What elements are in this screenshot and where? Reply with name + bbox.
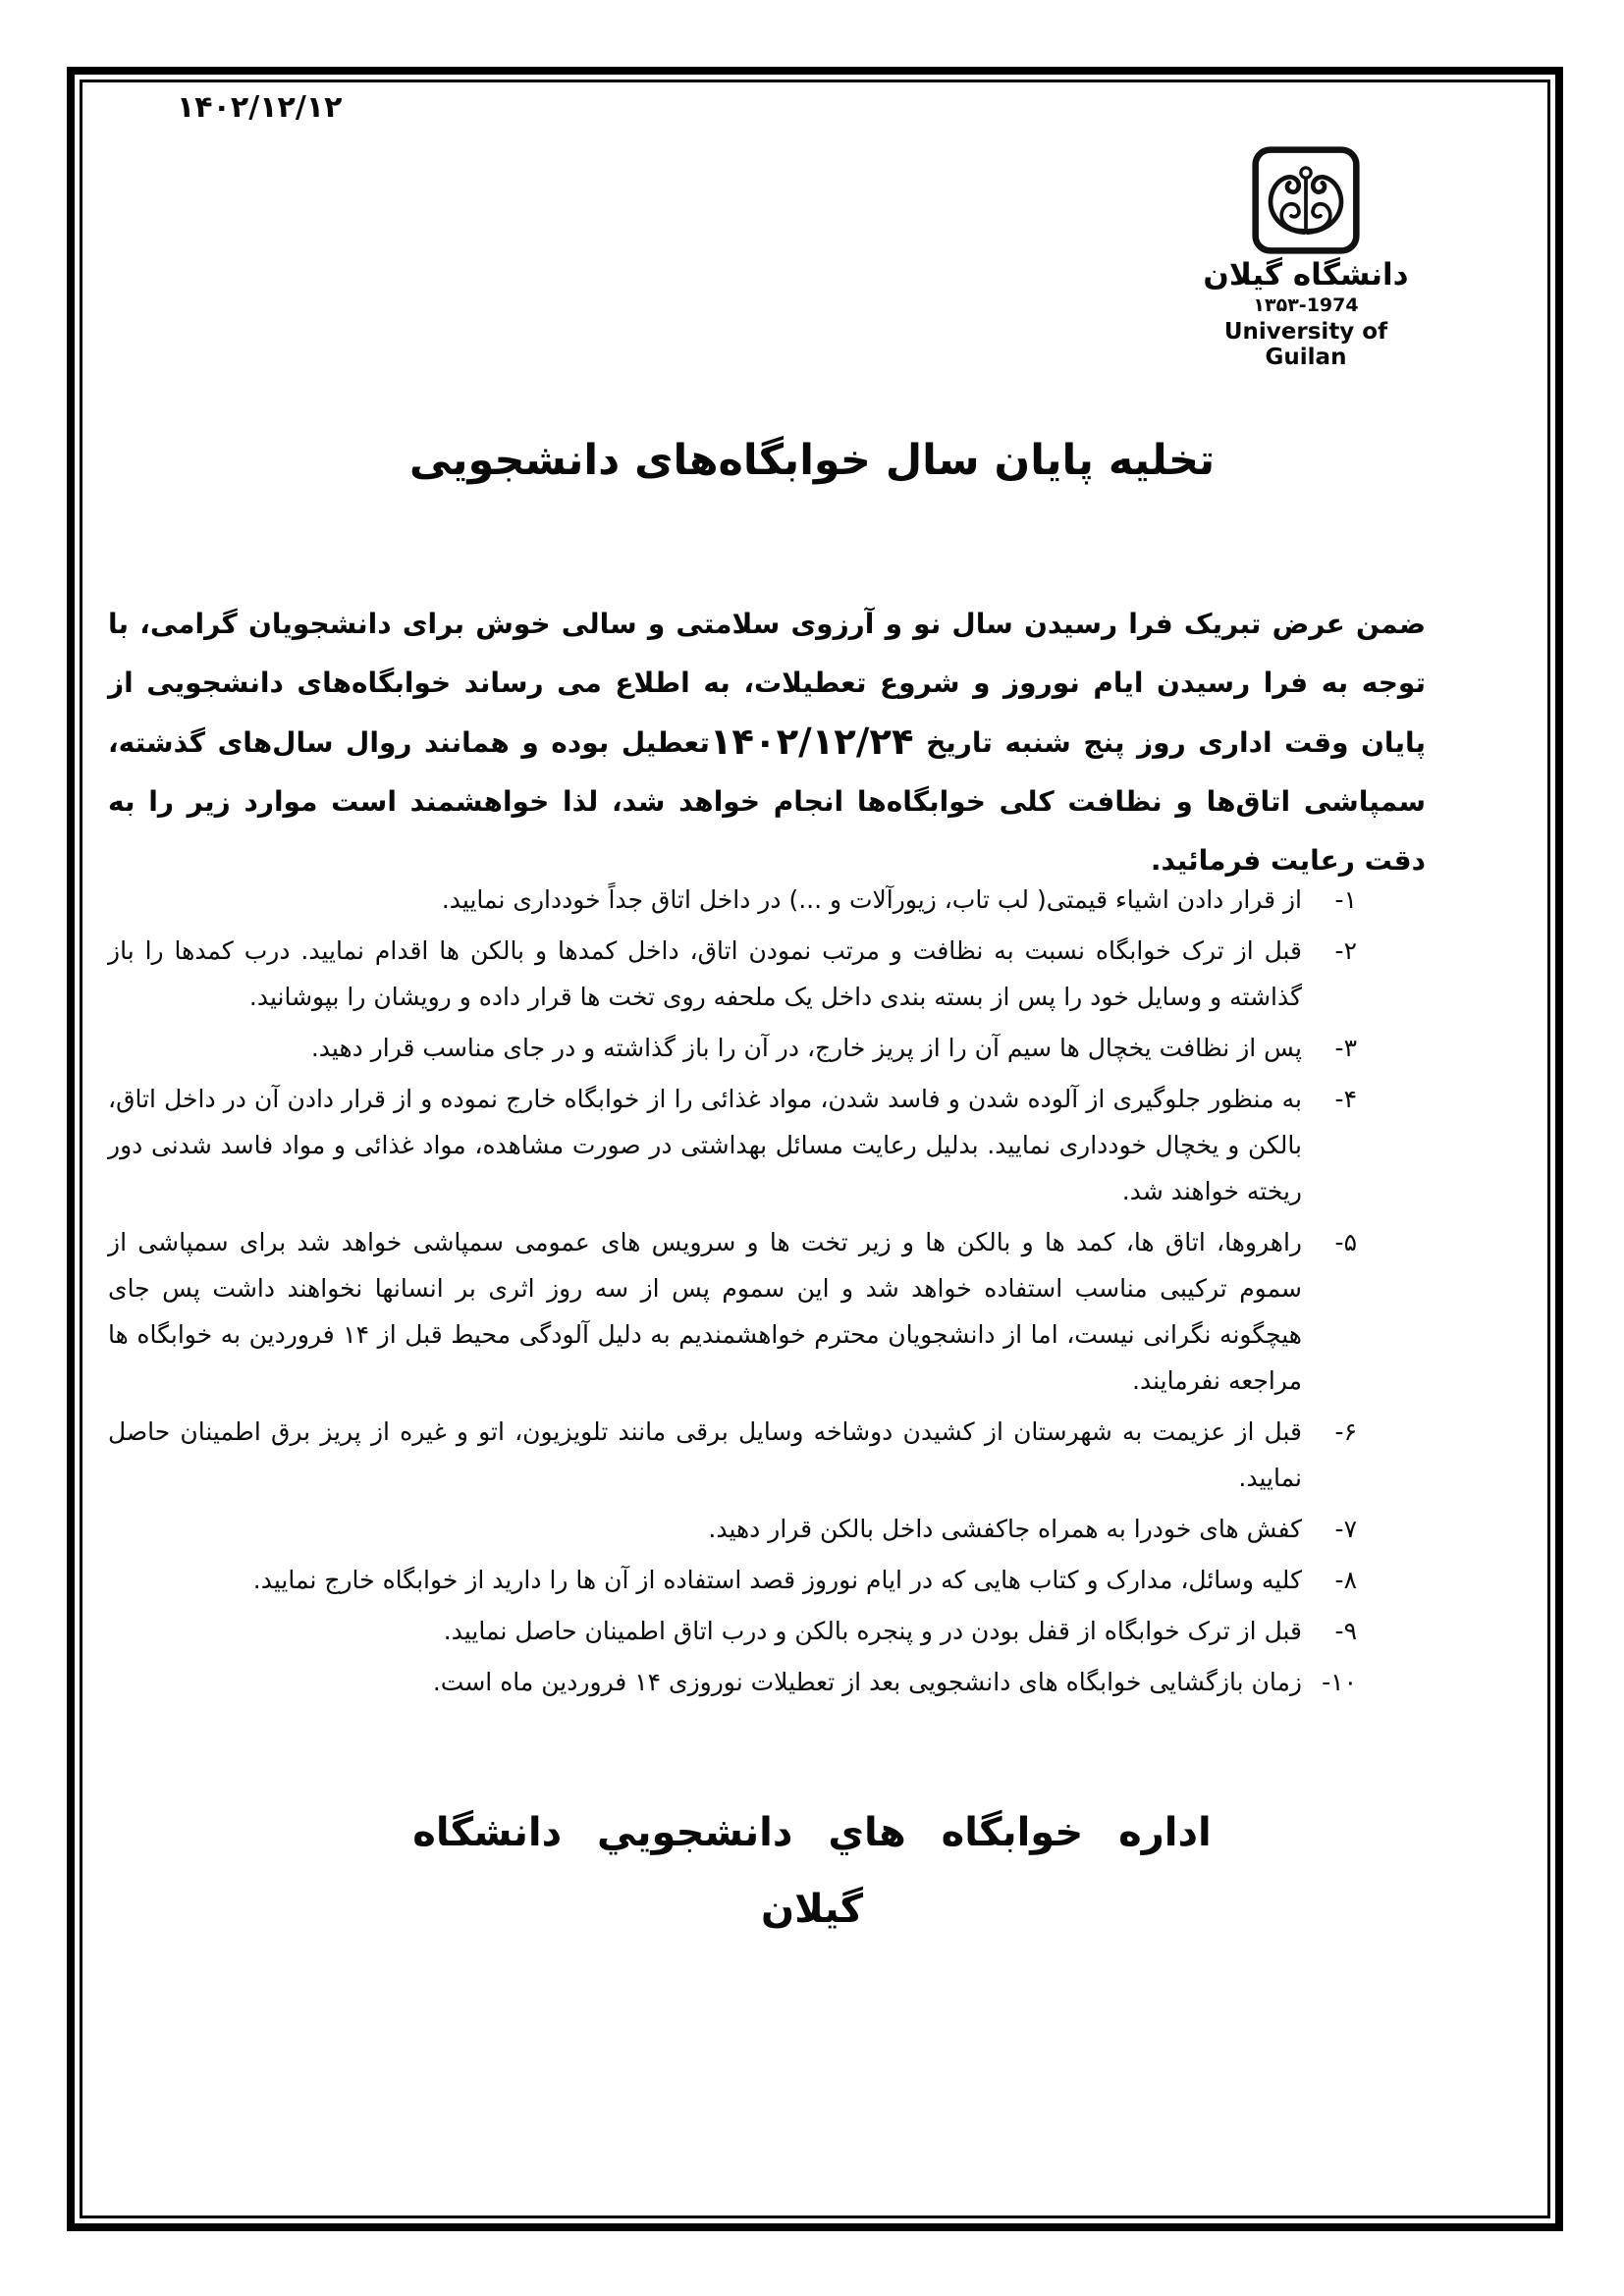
list-item-8	[108, 1557, 1357, 1603]
list-item-text: راهروها، اتاق ها، کمد ها و بالکن ها و زیر تخت ها و سرویس های عمومی سمپاشی خواهد شد برای سمپاشی از سموم ترکیبی مناسب استفاده خواهد شد و این سموم پس از سه روز اثری بر انسانها نخواهند داشت پس جای هیچگونه نگرانی نیست، اما از دانشجویان محترم خواهشمندیم به دلیل آلودگی محیط قبل از ۱۴ فروردین به خوابگاه ها مراجعه نفرمایند.	[108, 1228, 1302, 1395]
list-item-text: قبل از ترک خوابگاه از قفل بودن در و پنجره بالکن و درب اتاق اطمینان حاصل نمایید.	[443, 1617, 1302, 1645]
list-item-6	[108, 1409, 1357, 1501]
intro-paragraph	[108, 595, 1426, 890]
list-item-number: ۸-	[1334, 1566, 1357, 1594]
logo-name-english: University of Guilan	[1223, 319, 1388, 370]
letter-date: ۱۴۰۲/۱۲/۱۲	[177, 90, 343, 125]
list-item-4	[108, 1076, 1357, 1214]
university-logo-block	[1183, 145, 1429, 370]
list-item-number: ۲-	[1334, 936, 1357, 965]
document-title: تخلیه پایان سال خوابگاه‌های دانشجویی	[408, 436, 1216, 485]
list-item-10	[108, 1659, 1357, 1705]
instructions-list	[108, 877, 1357, 1710]
list-item-text: به منظور جلوگیری از آلوده شدن و فاسد شدن، مواد غذائی را از خوابگاه خارج نموده و از قرار دادن آن در داخل اتاق، بالکن و یخچال خودداری نمایید. بدلیل رعایت مسائل بهداشتی در صورت مشاهده، مواد غذائی و مواد فاسد شدنی دور ریخته خواهند شد.	[108, 1085, 1302, 1205]
list-item-text: کفش های خودرا به همراه جاکفشی داخل بالکن قرار دهید.	[708, 1515, 1302, 1543]
intro-text-part2: تعطیل بوده و همانند روال سال‌های گذشته، سمپاشی اتاق‌ها و نظافت کلی خوابگاه‌ها انجام خواهد شد، لذا خواهشمند است موارد زیر را به دقت رعایت فرمائید.	[108, 726, 1426, 877]
list-item-text: قبل از ترک خوابگاه نسبت به نظافت و مرتب نمودن اتاق، داخل کمدها و بالکن ها اقدام نمایید. درب کمدها را باز گذاشته و وسایل خود را پس از بسته بندی داخل یک ملحفه روی تخت ها قرار داده و رویشان را بپوشانید.	[108, 936, 1302, 1011]
list-item-number: ۱-	[1334, 885, 1357, 914]
list-item-number: ۴-	[1334, 1085, 1357, 1113]
list-item-7	[108, 1506, 1357, 1552]
logo-name-farsi: دانشگاه گیلان	[1203, 257, 1409, 293]
university-logo-icon	[1251, 145, 1361, 255]
signature-line2: گيلان	[760, 1887, 864, 1932]
list-item-number: ۵-	[1334, 1228, 1357, 1256]
intro-text-part1: ضمن عرض تبریک فرا رسیدن سال نو و آرزوی سلامتی و سالی خوش برای دانشجویان گرامی، با توجه به فرا رسیدن ایام نوروز و شروع تعطیلات، به اطلاع می رساند خوابگاه‌های دانشجویی از پایان وقت اداری روز پنج شنبه تاریخ	[108, 608, 1426, 759]
list-item-text: پس از نظافت یخچال ها سیم آن را از پریز خارج، در آن را باز گذاشته و در جای مناسب قرار دهید.	[310, 1034, 1302, 1062]
signature-block	[0, 1794, 1624, 1948]
dorm-closure-date: ۱۴۰۲/۱۲/۲۴	[709, 721, 914, 763]
list-item-number: ۷-	[1334, 1515, 1357, 1543]
list-item-text: از قرار دادن اشیاء قیمتی( لب تاب، زیورآلات و ...) در داخل اتاق جداً خودداری نمایید.	[441, 885, 1302, 914]
list-item-5	[108, 1219, 1357, 1404]
signature-line1: اداره خوابگاه هاي دانشجويي دانشگاه	[412, 1810, 1212, 1855]
list-item-text: قبل از عزیمت به شهرستان از کشیدن دوشاخه وسایل برقی مانند تلویزیون، اتو و غیره از پریز برق اطمینان حاصل نمایید.	[108, 1417, 1302, 1492]
list-item-number: ۶-	[1334, 1417, 1357, 1446]
list-item-2	[108, 928, 1357, 1020]
list-item-text: کلیه وسائل، مدارک و کتاب هایی که در ایام نوروز قصد استفاده از آن ها را دارید از خوابگاه خارج نمایید.	[252, 1566, 1302, 1594]
logo-founding-years: ۱۳۵۳-1974	[1253, 294, 1359, 316]
list-item-number: ۳-	[1334, 1034, 1357, 1062]
list-item-number: ۹-	[1334, 1617, 1357, 1645]
list-item-3	[108, 1025, 1357, 1071]
list-item-text: زمان بازگشایی خوابگاه های دانشجویی بعد از تعطیلات نوروزی ۱۴ فروردین ماه است.	[432, 1668, 1302, 1696]
list-item-number: ۱۰-	[1322, 1668, 1357, 1696]
list-item-1	[108, 877, 1357, 923]
list-item-9	[108, 1608, 1357, 1654]
